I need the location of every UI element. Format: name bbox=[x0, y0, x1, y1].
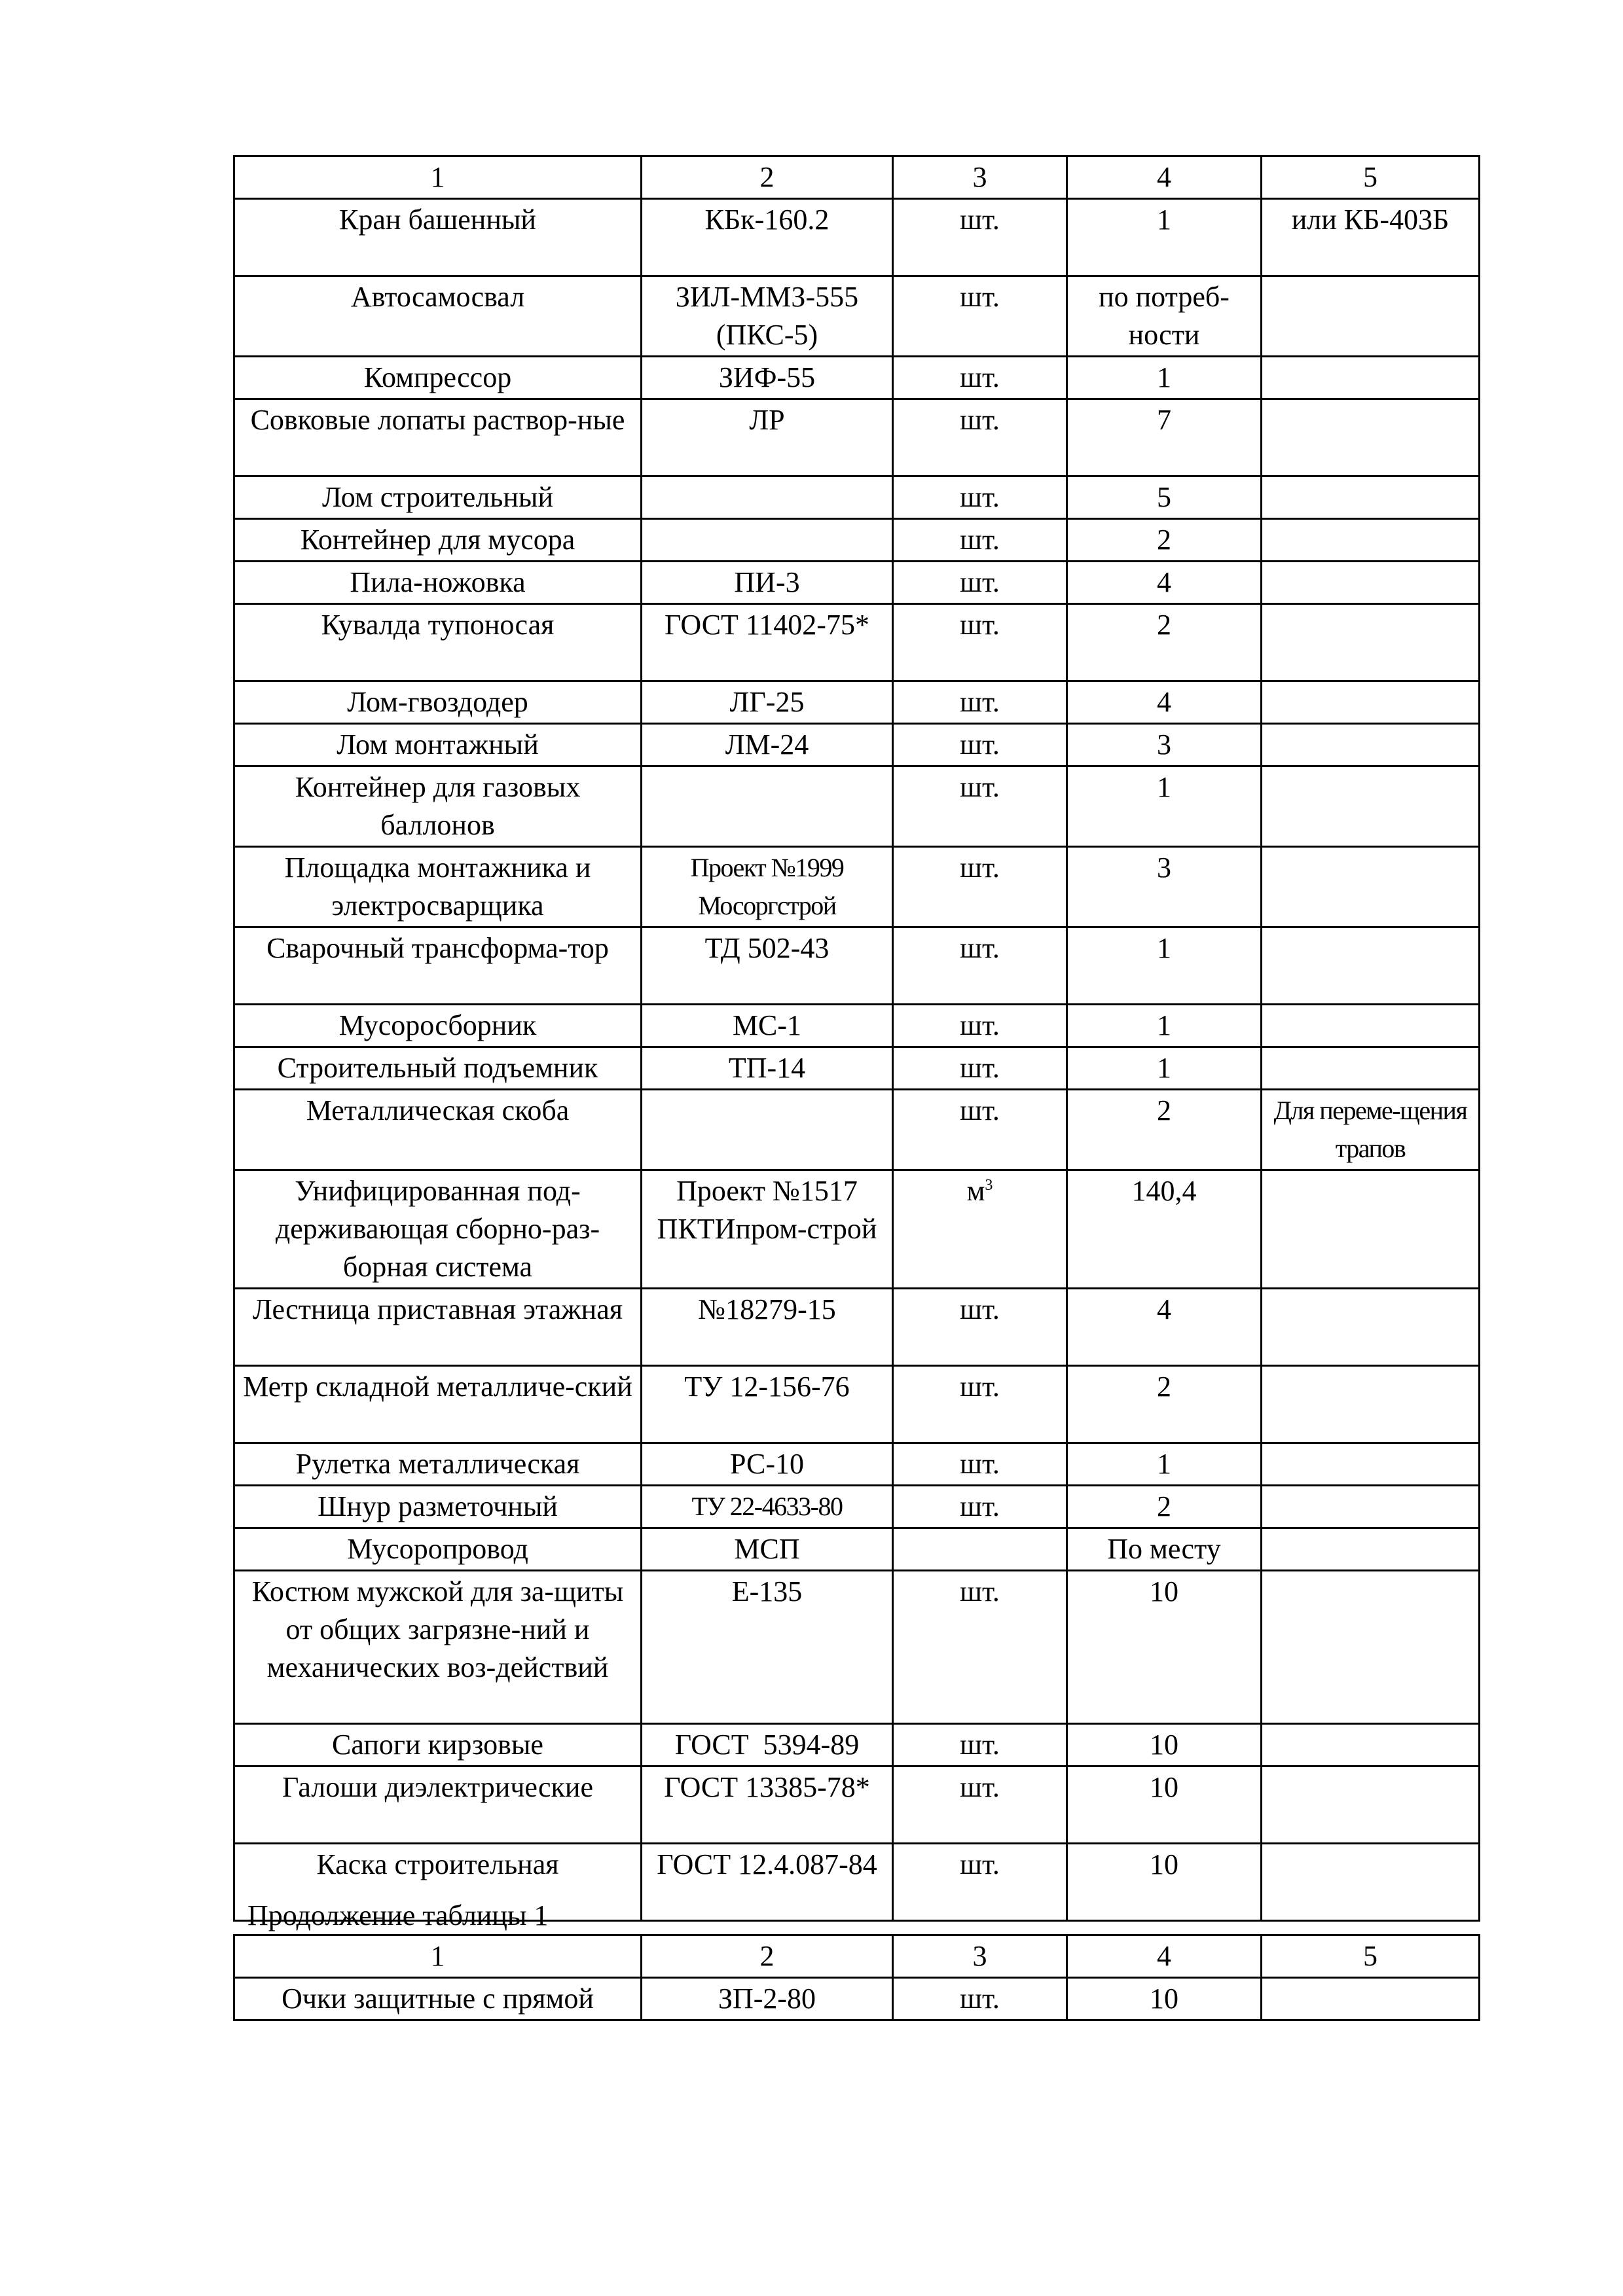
item-unit: шт. bbox=[893, 519, 1067, 562]
item-qty: 10 bbox=[1067, 1978, 1262, 2020]
item-note bbox=[1262, 1844, 1480, 1921]
item-unit: шт. bbox=[893, 1047, 1067, 1090]
item-unit: шт. bbox=[893, 604, 1067, 681]
equipment-table bbox=[233, 155, 1480, 1922]
item-name: Контейнер для газовых баллонов bbox=[234, 766, 642, 847]
item-note bbox=[1262, 399, 1480, 476]
table-row bbox=[234, 519, 1480, 562]
item-note bbox=[1262, 1443, 1480, 1486]
item-unit: шт. bbox=[893, 1571, 1067, 1724]
item-qty: 1 bbox=[1067, 766, 1262, 847]
table-row bbox=[234, 1090, 1480, 1170]
item-qty: 7 bbox=[1067, 399, 1262, 476]
table-row bbox=[234, 1005, 1480, 1047]
item-unit: шт. bbox=[893, 1443, 1067, 1486]
item-qty: 10 bbox=[1067, 1571, 1262, 1724]
item-mark: ТД 502-43 bbox=[642, 927, 893, 1005]
item-unit: шт. bbox=[893, 724, 1067, 766]
item-note bbox=[1262, 766, 1480, 847]
item-qty: 1 bbox=[1067, 1005, 1262, 1047]
continuation-table bbox=[233, 1934, 1480, 2021]
table-row bbox=[234, 1571, 1480, 1724]
column-header: 4 bbox=[1067, 1935, 1262, 1978]
table-row bbox=[234, 681, 1480, 724]
item-qty: 1 bbox=[1067, 1443, 1262, 1486]
item-unit: шт. bbox=[893, 1724, 1067, 1767]
item-name: Мусоросборник bbox=[234, 1005, 642, 1047]
column-header: 4 bbox=[1067, 156, 1262, 199]
column-header: 1 bbox=[234, 156, 642, 199]
table-row bbox=[234, 1289, 1480, 1366]
item-qty: 10 bbox=[1067, 1844, 1262, 1921]
item-name: Галоши диэлектрические bbox=[234, 1767, 642, 1844]
unit-superscript: 3 bbox=[985, 1177, 993, 1194]
table-row bbox=[234, 476, 1480, 519]
item-note bbox=[1262, 476, 1480, 519]
item-unit: шт. bbox=[893, 1366, 1067, 1443]
item-mark: ГОСТ 5394-89 bbox=[642, 1724, 893, 1767]
item-unit: шт. bbox=[893, 1844, 1067, 1921]
item-qty: 2 bbox=[1067, 1366, 1262, 1443]
item-unit: шт. bbox=[893, 276, 1067, 357]
item-qty: 1 bbox=[1067, 199, 1262, 276]
item-mark: ТУ 22-4633-80 bbox=[642, 1486, 893, 1528]
item-name: Лом-гвоздодер bbox=[234, 681, 642, 724]
item-note bbox=[1262, 1724, 1480, 1767]
item-mark: ЛМ-24 bbox=[642, 724, 893, 766]
item-mark: ГОСТ 11402-75* bbox=[642, 604, 893, 681]
table-row bbox=[234, 927, 1480, 1005]
item-unit: шт. bbox=[893, 399, 1067, 476]
item-mark: ГОСТ 13385-78* bbox=[642, 1767, 893, 1844]
item-note bbox=[1262, 357, 1480, 399]
table-row bbox=[234, 1486, 1480, 1528]
item-unit bbox=[893, 1528, 1067, 1571]
item-name: Мусоропровод bbox=[234, 1528, 642, 1571]
item-qty: 140,4 bbox=[1067, 1170, 1262, 1289]
table-row bbox=[234, 604, 1480, 681]
item-qty: 10 bbox=[1067, 1724, 1262, 1767]
item-qty: 2 bbox=[1067, 604, 1262, 681]
item-qty: 5 bbox=[1067, 476, 1262, 519]
item-unit: шт. bbox=[893, 847, 1067, 927]
item-name: Кувалда тупоносая bbox=[234, 604, 642, 681]
item-unit bbox=[893, 1170, 1067, 1289]
item-unit: шт. bbox=[893, 199, 1067, 276]
item-note bbox=[1262, 1767, 1480, 1844]
item-name: Каска строительная bbox=[234, 1844, 642, 1921]
item-name: Метр складной металличе-ский bbox=[234, 1366, 642, 1443]
item-mark: РС-10 bbox=[642, 1443, 893, 1486]
item-unit: шт. bbox=[893, 1486, 1067, 1528]
item-note bbox=[1262, 1366, 1480, 1443]
item-qty: 3 bbox=[1067, 847, 1262, 927]
item-mark bbox=[642, 766, 893, 847]
item-note bbox=[1262, 724, 1480, 766]
item-name: Костюм мужской для за-щиты от общих загрязне-ний и механических воз-действий bbox=[234, 1571, 642, 1724]
item-unit: шт. bbox=[893, 766, 1067, 847]
item-name: Совковые лопаты раствор-ные bbox=[234, 399, 642, 476]
column-header: 5 bbox=[1262, 156, 1480, 199]
item-note bbox=[1262, 519, 1480, 562]
item-unit: шт. bbox=[893, 1767, 1067, 1844]
column-header: 2 bbox=[642, 1935, 893, 1978]
item-name: Унифицированная под-держивающая сборно-раз-борная система bbox=[234, 1170, 642, 1289]
item-mark bbox=[642, 519, 893, 562]
item-name: Площадка монтажника и электросварщика bbox=[234, 847, 642, 927]
table-row bbox=[234, 766, 1480, 847]
item-note bbox=[1262, 276, 1480, 357]
item-qty: 10 bbox=[1067, 1767, 1262, 1844]
item-name: Строительный подъемник bbox=[234, 1047, 642, 1090]
item-unit: шт. bbox=[893, 681, 1067, 724]
item-mark: ТУ 12-156-76 bbox=[642, 1366, 893, 1443]
item-name: Пила-ножовка bbox=[234, 562, 642, 604]
item-unit: шт. bbox=[893, 562, 1067, 604]
item-name: Контейнер для мусора bbox=[234, 519, 642, 562]
item-mark: ЗП-2-80 bbox=[642, 1978, 893, 2020]
table-row bbox=[234, 276, 1480, 357]
table-continuation-caption: Продолжение таблицы 1 bbox=[247, 1899, 549, 1931]
item-unit: шт. bbox=[893, 1005, 1067, 1047]
item-name: Лестница приставная этажная bbox=[234, 1289, 642, 1366]
table-row bbox=[234, 399, 1480, 476]
table-header-row bbox=[234, 156, 1480, 199]
item-qty: 1 bbox=[1067, 1047, 1262, 1090]
item-mark bbox=[642, 476, 893, 519]
item-note bbox=[1262, 1005, 1480, 1047]
item-note bbox=[1262, 1047, 1480, 1090]
item-note bbox=[1262, 1978, 1480, 2020]
table-row bbox=[234, 1170, 1480, 1289]
item-note bbox=[1262, 927, 1480, 1005]
item-unit: шт. bbox=[893, 1978, 1067, 2020]
item-qty: 2 bbox=[1067, 519, 1262, 562]
item-mark: ТП-14 bbox=[642, 1047, 893, 1090]
item-qty: 2 bbox=[1067, 1486, 1262, 1528]
item-qty: 3 bbox=[1067, 724, 1262, 766]
item-name: Шнур разметочный bbox=[234, 1486, 642, 1528]
column-header: 3 bbox=[893, 156, 1067, 199]
item-name: Сварочный трансформа-тор bbox=[234, 927, 642, 1005]
item-mark: ПИ-3 bbox=[642, 562, 893, 604]
table-row bbox=[234, 1528, 1480, 1571]
item-mark: ЛГ-25 bbox=[642, 681, 893, 724]
item-name: Автосамосвал bbox=[234, 276, 642, 357]
table-header-row bbox=[234, 1935, 1480, 1978]
item-unit: шт. bbox=[893, 357, 1067, 399]
unit-text: м bbox=[966, 1175, 985, 1207]
table-row bbox=[234, 562, 1480, 604]
item-mark: Е-135 bbox=[642, 1571, 893, 1724]
item-mark: ГОСТ 12.4.087-84 bbox=[642, 1844, 893, 1921]
item-qty: 1 bbox=[1067, 357, 1262, 399]
item-unit: шт. bbox=[893, 927, 1067, 1005]
table-row bbox=[234, 1366, 1480, 1443]
table-row bbox=[234, 1047, 1480, 1090]
column-header: 2 bbox=[642, 156, 893, 199]
item-unit: шт. bbox=[893, 476, 1067, 519]
item-note bbox=[1262, 562, 1480, 604]
item-note: или КБ-403Б bbox=[1262, 199, 1480, 276]
table-row bbox=[234, 847, 1480, 927]
item-mark: ЗИЛ-ММЗ-555 (ПКС-5) bbox=[642, 276, 893, 357]
item-name: Лом монтажный bbox=[234, 724, 642, 766]
table-row bbox=[234, 1443, 1480, 1486]
item-qty: по потреб-ности bbox=[1067, 276, 1262, 357]
item-qty: По месту bbox=[1067, 1528, 1262, 1571]
table-row bbox=[234, 199, 1480, 276]
column-header: 1 bbox=[234, 1935, 642, 1978]
item-qty: 4 bbox=[1067, 562, 1262, 604]
item-mark bbox=[642, 1090, 893, 1170]
item-name: Сапоги кирзовые bbox=[234, 1724, 642, 1767]
item-note bbox=[1262, 1571, 1480, 1724]
item-mark: №18279-15 bbox=[642, 1289, 893, 1366]
table-row bbox=[234, 724, 1480, 766]
item-qty: 4 bbox=[1067, 681, 1262, 724]
item-note bbox=[1262, 1289, 1480, 1366]
item-qty: 4 bbox=[1067, 1289, 1262, 1366]
column-header: 5 bbox=[1262, 1935, 1480, 1978]
item-unit: шт. bbox=[893, 1289, 1067, 1366]
item-note bbox=[1262, 1170, 1480, 1289]
table-row bbox=[234, 357, 1480, 399]
table-row bbox=[234, 1724, 1480, 1767]
item-note: Для переме-щения трапов bbox=[1262, 1090, 1480, 1170]
item-name: Рулетка металлическая bbox=[234, 1443, 642, 1486]
item-mark: МСП bbox=[642, 1528, 893, 1571]
item-mark: Проект №1517 ПКТИпром-строй bbox=[642, 1170, 893, 1289]
item-note bbox=[1262, 681, 1480, 724]
item-note bbox=[1262, 604, 1480, 681]
item-name: Очки защитные с прямой bbox=[234, 1978, 642, 2020]
item-name: Компрессор bbox=[234, 357, 642, 399]
item-unit: шт. bbox=[893, 1090, 1067, 1170]
item-mark: ЛР bbox=[642, 399, 893, 476]
item-mark: МС-1 bbox=[642, 1005, 893, 1047]
item-mark: Проект №1999 Мосоргстрой bbox=[642, 847, 893, 927]
item-name: Лом строительный bbox=[234, 476, 642, 519]
item-qty: 1 bbox=[1067, 927, 1262, 1005]
table-row bbox=[234, 1978, 1480, 2020]
item-name: Кран башенный bbox=[234, 199, 642, 276]
item-note bbox=[1262, 1486, 1480, 1528]
column-header: 3 bbox=[893, 1935, 1067, 1978]
item-mark: КБк-160.2 bbox=[642, 199, 893, 276]
item-note bbox=[1262, 847, 1480, 927]
table-row bbox=[234, 1767, 1480, 1844]
item-mark: ЗИФ-55 bbox=[642, 357, 893, 399]
item-qty: 2 bbox=[1067, 1090, 1262, 1170]
item-note bbox=[1262, 1528, 1480, 1571]
item-name: Металлическая скоба bbox=[234, 1090, 642, 1170]
